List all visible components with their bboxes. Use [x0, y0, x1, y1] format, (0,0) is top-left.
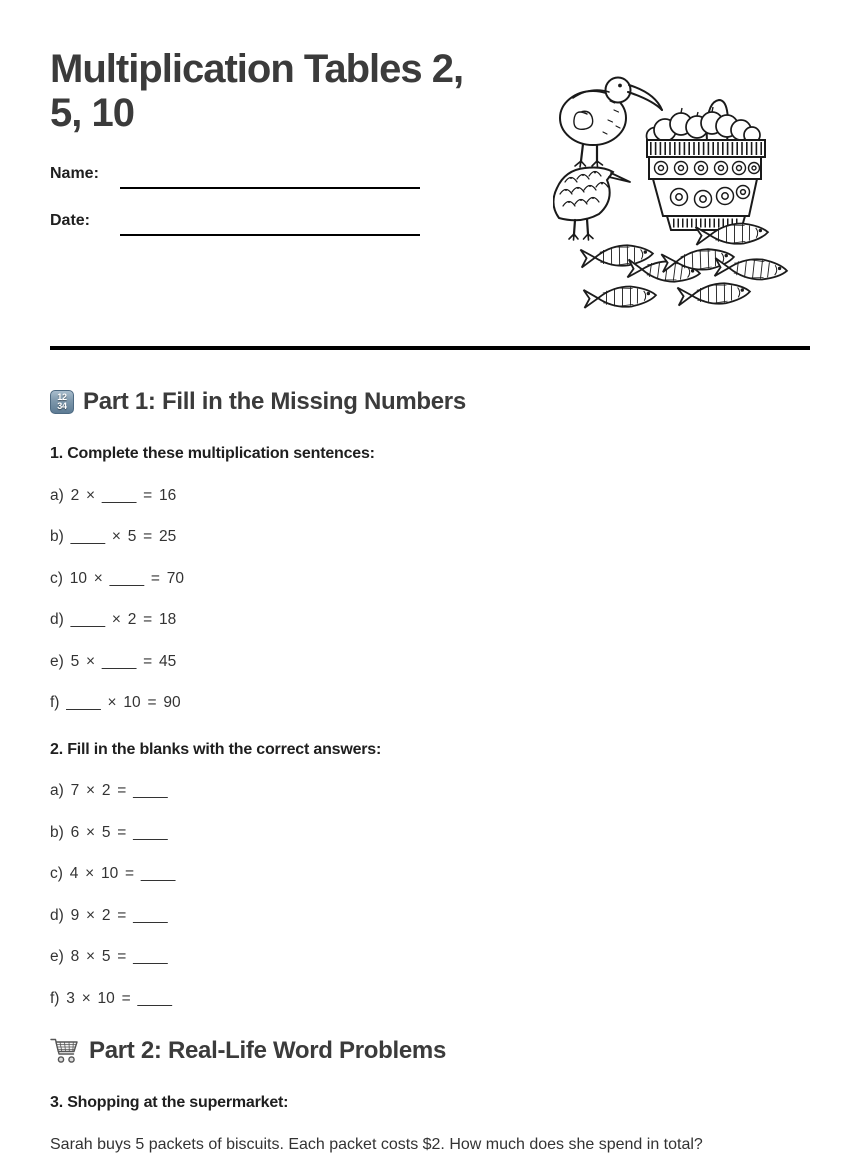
q1-item-f: f) ____ × 10 = 90 — [50, 694, 181, 711]
input-numbers-icon-bottom-row: 34 — [57, 401, 67, 411]
q2-item-b: b) 6 × 5 = ____ — [50, 823, 168, 841]
q2-item-e: e) 8 × 5 = ____ — [50, 948, 168, 965]
date-label: Date: — [50, 212, 91, 229]
question1-items — [50, 486, 810, 713]
q1-item-c: c) 10 × ____ = 70 — [50, 569, 185, 587]
date-blank-line — [120, 212, 420, 236]
q2-item-d: d) 9 × 2 = ____ — [50, 906, 168, 924]
part1-heading-text: Part 1: Fill in the Missing Numbers — [83, 388, 466, 415]
part2-heading — [50, 1036, 810, 1066]
q2-item-c: c) 4 × 10 = ____ — [50, 865, 176, 882]
page-title-line2: 5, 10 — [50, 91, 134, 135]
page-title-line1: Multiplication Tables 2, — [50, 47, 464, 91]
q2-item-f: f) 3 × 10 = ____ — [50, 989, 172, 1007]
part2-heading-text: Part 2: Real-Life Word Problems — [89, 1036, 447, 1064]
name-blank-line — [120, 165, 420, 189]
name-label: Name: — [50, 165, 99, 182]
question3-text: Sarah buys 5 packets of biscuits. Each packet costs $2. How much does she spend in total? — [50, 1135, 703, 1153]
clipart-illustration — [553, 70, 811, 310]
kiwi-basket-fish-drawing — [553, 70, 811, 310]
question2-label: 2. Fill in the blanks with the correct answers: — [50, 740, 382, 758]
q1-item-b: b) ____ × 5 = 25 — [50, 528, 177, 545]
q1-item-e: e) 5 × ____ = 45 — [50, 652, 177, 670]
input-numbers-icon-top-row: 12 — [57, 391, 67, 402]
question3-label: 3. Shopping at the supermarket: — [50, 1093, 289, 1111]
part1-heading — [50, 388, 810, 416]
shopping-cart-icon — [50, 1036, 80, 1065]
question2-items — [50, 781, 810, 1008]
question1-label: 1. Complete these multiplication sentences: — [50, 445, 375, 462]
q2-item-a: a) 7 × 2 = ____ — [50, 782, 168, 799]
input-numbers-icon — [50, 390, 74, 414]
q1-item-a: a) 2 × ____ = 16 — [50, 486, 177, 504]
section-divider — [50, 346, 810, 350]
q1-item-d: d) ____ × 2 = 18 — [50, 611, 177, 628]
